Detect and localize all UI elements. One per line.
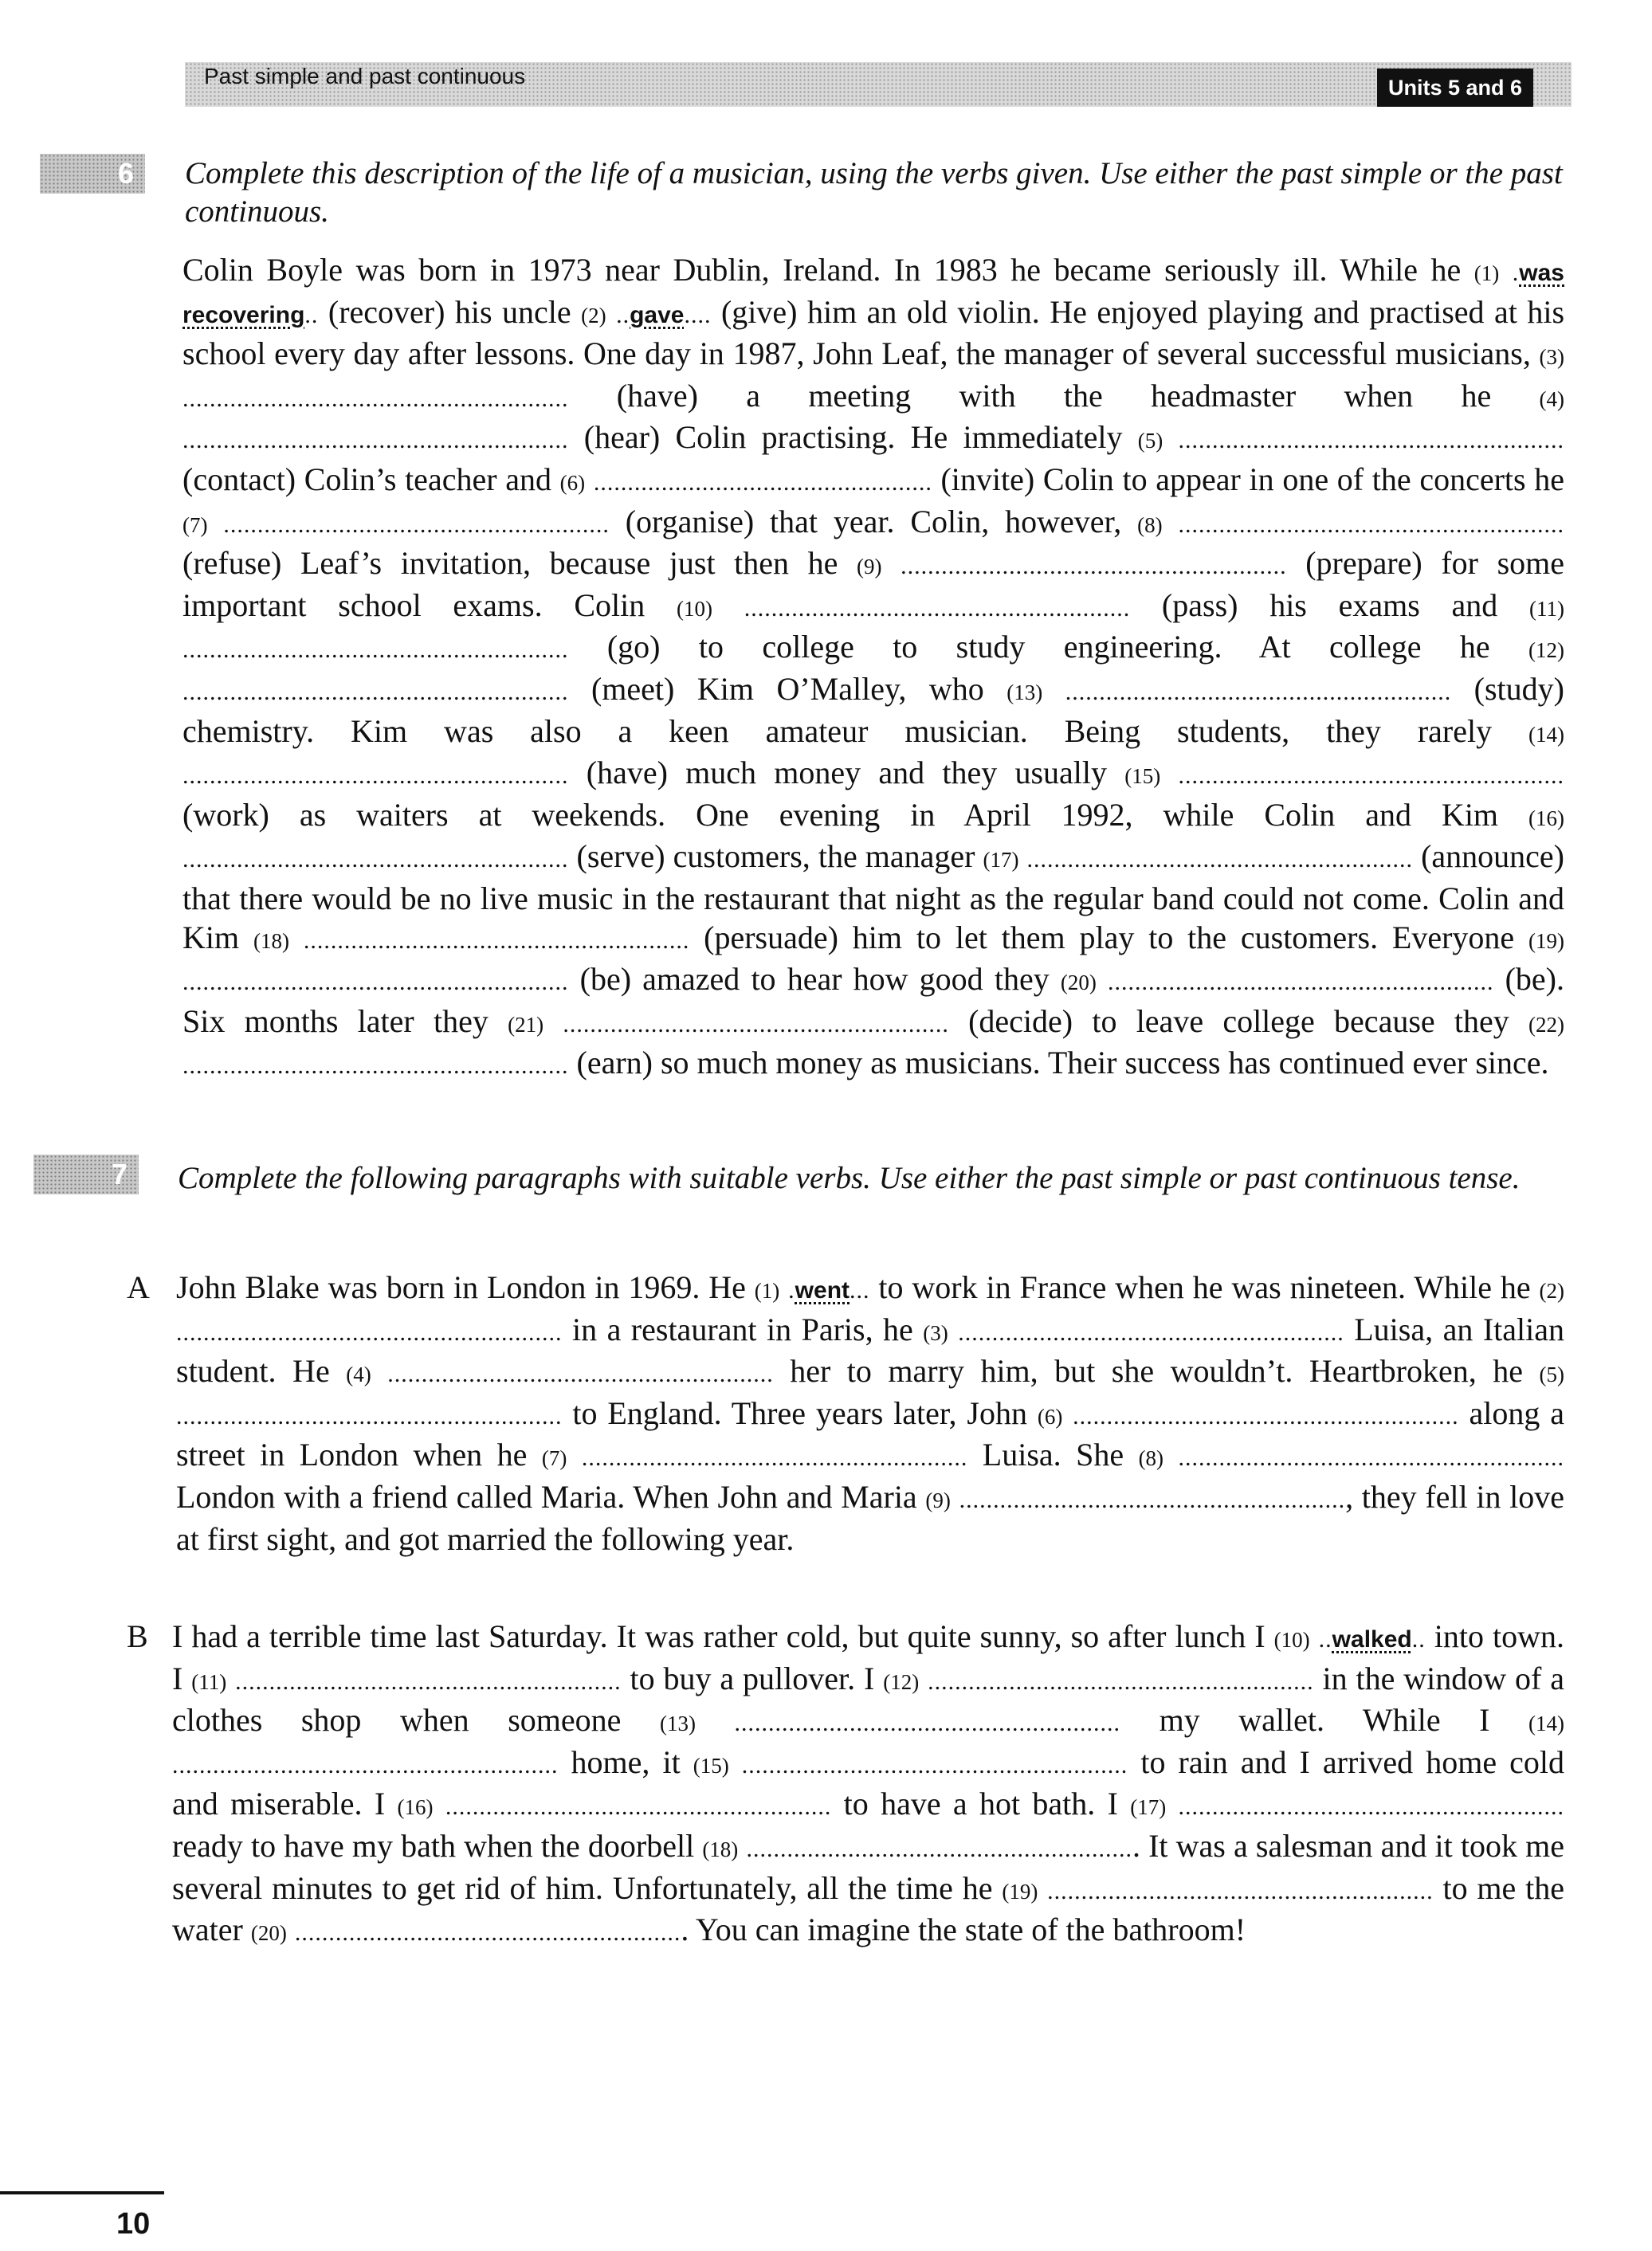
exercise-number-7: 7 xyxy=(33,1155,139,1194)
units-badge: Units 5 and 6 xyxy=(1377,69,1533,107)
answer-1: was recovering xyxy=(182,260,1564,328)
answer-a1: went xyxy=(795,1277,850,1304)
section-letter-b: B xyxy=(127,1618,148,1654)
section-title: Past simple and past continuous xyxy=(204,64,526,88)
exercise-6-instruction: Complete this description of the life of a musician, using the verbs given. Use either the past simple or the past continuous. xyxy=(185,156,1563,229)
exercise-7-instruction: Complete the following paragraphs with suitable verbs. Use either the past simple or past continuous tense. xyxy=(178,1161,1521,1195)
page-number: 10 xyxy=(116,2207,151,2241)
exercise-6-text: Colin Boyle was born in 1973 near Dublin, Ireland. In 1983 he became seriously ill. While he (1) .was recovering.. (recover) his uncle (2) ..gave.... (give) him an old violin. He enjoyed playing and practised at his school every day after lessons. One day in 1987, John Leaf, the manager of several successful musicians, (3) ......................................................... (have) a meeting with the headmaster when he (4) ......................................................... (hear) Colin practising. He immediately (5) ......................................................... (contact) Colin’s teacher and (6) .................................................. (invite) Colin to appear in one of the concerts he (7) ......................................................... (organise) that year. Colin, however, (8) ......................................................... (refuse) Leaf’s invitation, because just then he (9) ......................................................... (prepare) for some important school exams. Colin (10) ......................................................... (pass) his exams and (11) ......................................................... (go) to college to study engineering. At college he (12) ......................................................... (meet) Kim O’Malley, who (13) ......................................................... (study) chemistry. Kim was also a keen amateur musician. Being students, they rarely (14) ......................................................... (have) much money and they usually (15) ......................................................... (work) as waiters at weekends. One evening in April 1992, while Colin and Kim (16) ......................................................... (serve) customers, the manager (17) ......................................................... (announce) that there would be no live music in the restaurant that night as the regular band could not come. Colin and Kim (18) ......................................................... (persuade) him to let them play to the customers. Everyone (19) ......................................................... (be) amazed to hear how good they (20) ......................................................... (be). Six months later they (21) ......................................................... (decide) to leave college because they (22) ......................................................... (earn) so much money as musicians. Their success has continued ever since. xyxy=(182,252,1565,1081)
answer-b10: walked xyxy=(1332,1626,1412,1653)
section-letter-a: A xyxy=(127,1269,150,1305)
exercise-7-paragraph-a: John Blake was born in London in 1969. He (1) .went... to work in France when he was nineteen. While he (2) ......................................................... in a restaurant in Paris, he (3) ......................................................... Luisa, an Italian student. He (4) ......................................................... her to marry him, but she wouldn’t. Heartbroken, he (5) ......................................................... to England. Three years later, John (6) ......................................................... along a street in London when he (7) ......................................................... Luisa. She (8) ......................................................... London with a friend called Maria. When John and Maria (9) ........................................................., they fell in love at first sight, and got married the following year. xyxy=(176,1269,1565,1557)
answer-2: gave xyxy=(630,301,685,328)
exercise-number-6: 6 xyxy=(40,154,145,194)
footer-rule xyxy=(0,2191,164,2194)
exercise-7-paragraph-b: I had a terrible time last Saturday. It was rather cold, but quite sunny, so after lunch I (10) ..walked.. into town. I (11) ......................................................... to buy a pullover. I (12) ......................................................... in the window of a clothes shop when someone (13) ......................................................... my wallet. While I (14) ......................................................... home, it (15) ......................................................... to rain and I arrived home cold and miserable. I (16) ......................................................... to have a hot bath. I (17) ......................................................... ready to have my bath when the doorbell (18) .......................................................... It was a salesman and it took me several minutes to get rid of him. Unfortunately, all the time he (19) ......................................................... to me the water (20) .......................................................... You can imagine the state of the bathroom! xyxy=(172,1618,1565,1948)
